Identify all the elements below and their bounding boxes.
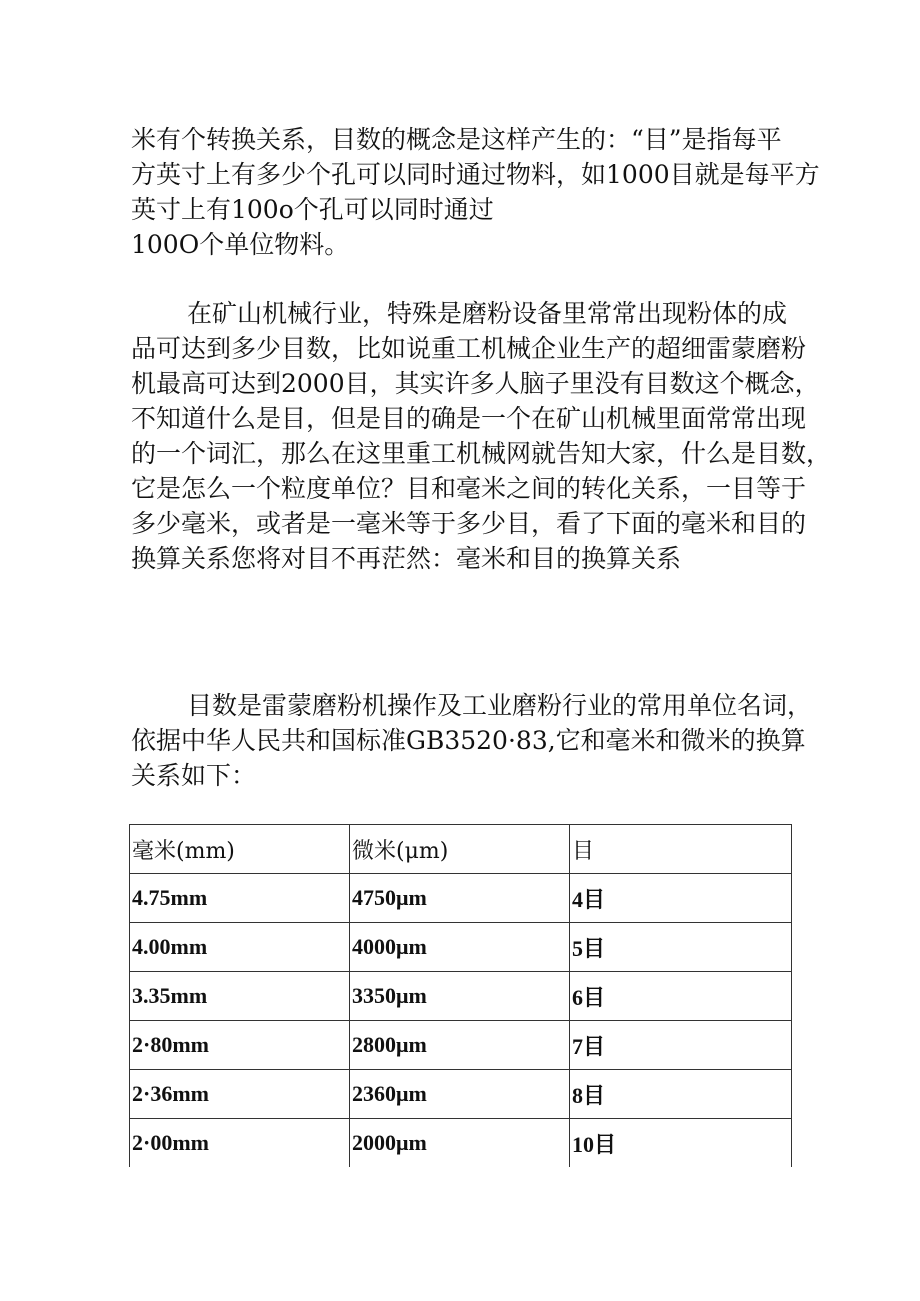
text-line: 目数是雷蒙磨粉机操作及工业磨粉行业的常用单位名词， bbox=[187, 691, 813, 720]
paragraph-mining-industry bbox=[131, 296, 832, 576]
cell-mm: 2·80mm bbox=[130, 1021, 350, 1070]
cell-mm: 4.75mm bbox=[130, 874, 350, 923]
text-line: 机最高可达到2000目，其实许多人脑子里没有目数这个概念， bbox=[131, 369, 820, 398]
cell-mm: 3.35mm bbox=[130, 972, 350, 1021]
table-row bbox=[130, 972, 792, 1021]
conversion-table bbox=[129, 824, 792, 1167]
text-line: 的一个词汇，那么在这里重工机械网就告知大家，什么是目数， bbox=[131, 439, 832, 468]
text-line: 换算关系您将对目不再茫然：毫米和目的换算关系 bbox=[131, 544, 682, 573]
header-mesh: 目 bbox=[570, 825, 792, 874]
cell-um: 2800μm bbox=[350, 1021, 570, 1070]
paragraph-standard bbox=[131, 688, 813, 793]
cell-mm: 4.00mm bbox=[130, 923, 350, 972]
table-header-row bbox=[130, 825, 792, 874]
cell-um: 3350μm bbox=[350, 972, 570, 1021]
table-row bbox=[130, 923, 792, 972]
text-line: 多少毫米，或者是一毫米等于多少目，看了下面的毫米和目的 bbox=[131, 509, 807, 538]
cell-mesh: 5目 bbox=[570, 923, 792, 972]
text-line: 关系如下： bbox=[131, 761, 257, 790]
paragraph-mesh-definition bbox=[131, 122, 820, 262]
cell-um: 4000μm bbox=[350, 923, 570, 972]
cell-mesh: 4目 bbox=[570, 874, 792, 923]
cell-um: 2000μm bbox=[350, 1119, 570, 1168]
table-row bbox=[130, 1119, 792, 1168]
cell-mm: 2·36mm bbox=[130, 1070, 350, 1119]
text-line: 方英寸上有多少个孔可以同时通过物料，如1000目就是每平方 bbox=[131, 160, 820, 189]
cell-mm: 2·00mm bbox=[130, 1119, 350, 1168]
table-row bbox=[130, 1070, 792, 1119]
text-line: 米有个转换关系，目数的概念是这样产生的：“目”是指每平 bbox=[131, 125, 782, 154]
cell-mesh: 8目 bbox=[570, 1070, 792, 1119]
cell-mesh: 10目 bbox=[570, 1119, 792, 1168]
cell-um: 2360μm bbox=[350, 1070, 570, 1119]
text-line: 不知道什么是目，但是目的确是一个在矿山机械里面常常出现 bbox=[131, 404, 807, 433]
cell-mesh: 7目 bbox=[570, 1021, 792, 1070]
text-line: 品可达到多少目数，比如说重工机械企业生产的超细雷蒙磨粉 bbox=[131, 334, 807, 363]
table-row bbox=[130, 1021, 792, 1070]
table-row bbox=[130, 874, 792, 923]
cell-um: 4750μm bbox=[350, 874, 570, 923]
text-line: 英寸上有100o个孔可以同时通过 bbox=[131, 195, 494, 224]
text-line: 它是怎么一个粒度单位？目和毫米之间的转化关系，一目等于 bbox=[131, 474, 807, 503]
cell-mesh: 6目 bbox=[570, 972, 792, 1021]
header-mm: 毫米(mm) bbox=[130, 825, 350, 874]
header-um: 微米(μm) bbox=[350, 825, 570, 874]
text-line: 100O个单位物料。 bbox=[131, 230, 350, 259]
text-line: 在矿山机械行业，特殊是磨粉设备里常常出现粉体的成 bbox=[187, 299, 788, 328]
text-line: 依据中华人民共和国标准GB3520·83,它和毫米和微米的换算 bbox=[131, 726, 806, 755]
